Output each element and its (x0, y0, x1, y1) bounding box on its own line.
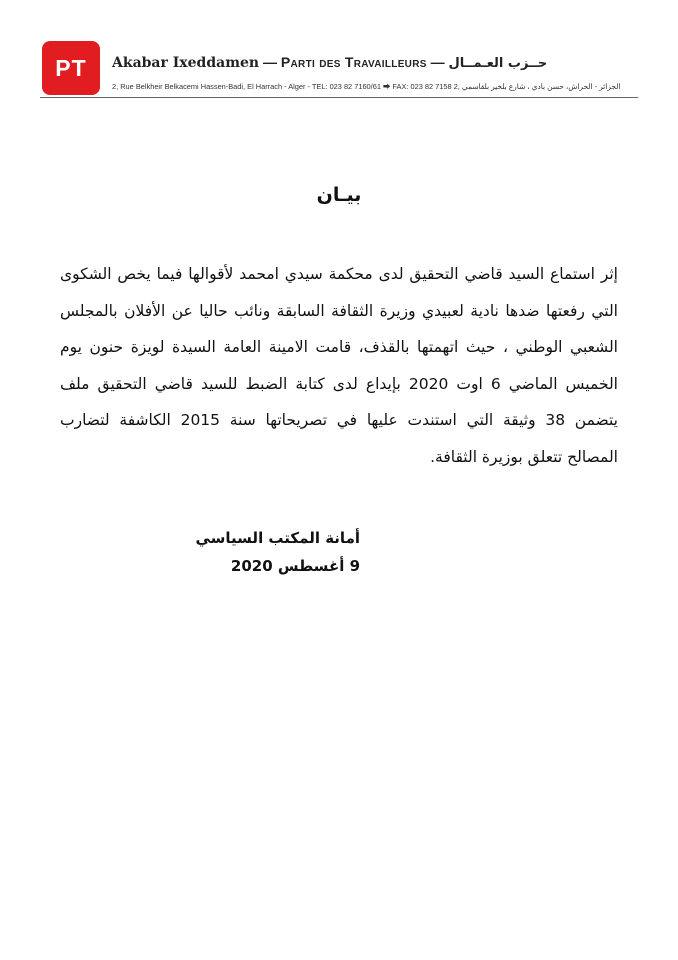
letterhead-title (112, 54, 612, 71)
party-name-berber: Akabar Ixeddamen (112, 55, 260, 71)
party-logo (42, 41, 100, 95)
signature-date: 9 أغسطس 2020 (230, 557, 360, 575)
signature-block (60, 524, 360, 580)
statement-body (60, 256, 618, 475)
document-title: بيـان (316, 184, 362, 206)
address-line: 2, Rue Belkheir Belkacemi Hassen-Badi, El Harrach - Alger - TEL: 023 82 7160/61 ⮕ FAX: 023 82 7158 الجزائر - الحراش، حسن بادي ، شارع بلخير بلقاسمي ,2 (112, 82, 621, 91)
logo-text: PT (55, 54, 87, 81)
party-name-arabic: حــزب العـمــال (448, 56, 548, 71)
party-name-french: Parti des Travailleurs (280, 54, 427, 70)
statement-paragraph: إثر استماع السيد قاضي التحقيق لدى محكمة سيدي امحمد لأقوالها فيما يخص الشكوى التي رفعتها ضدها نادية لعبيدي وزيرة الثقافة السابقة ونائب حاليا عن الأفلان بالمجلس الشعبي الوطني ، حيث اتهمتها بالقذف، قامت الامينة العامة السيدة لويزة حنون يوم الخميس الماضي 6 اوت 2020 بإيداع لدى كتابة الضبط للسيد قاضي التحقيق ملف يتضمن 38 وثيقة التي استندت عليها في تصريحاتها سنة 2015 الكاشفة لتضارب المصالح تتعلق بوزيرة الثقافة. (60, 265, 618, 466)
header-divider (40, 97, 638, 98)
letterhead (0, 0, 678, 110)
separator-dash: — (430, 54, 445, 70)
signature-office: أمانة المكتب السياسي (195, 529, 360, 547)
separator-dash: — (263, 54, 277, 70)
